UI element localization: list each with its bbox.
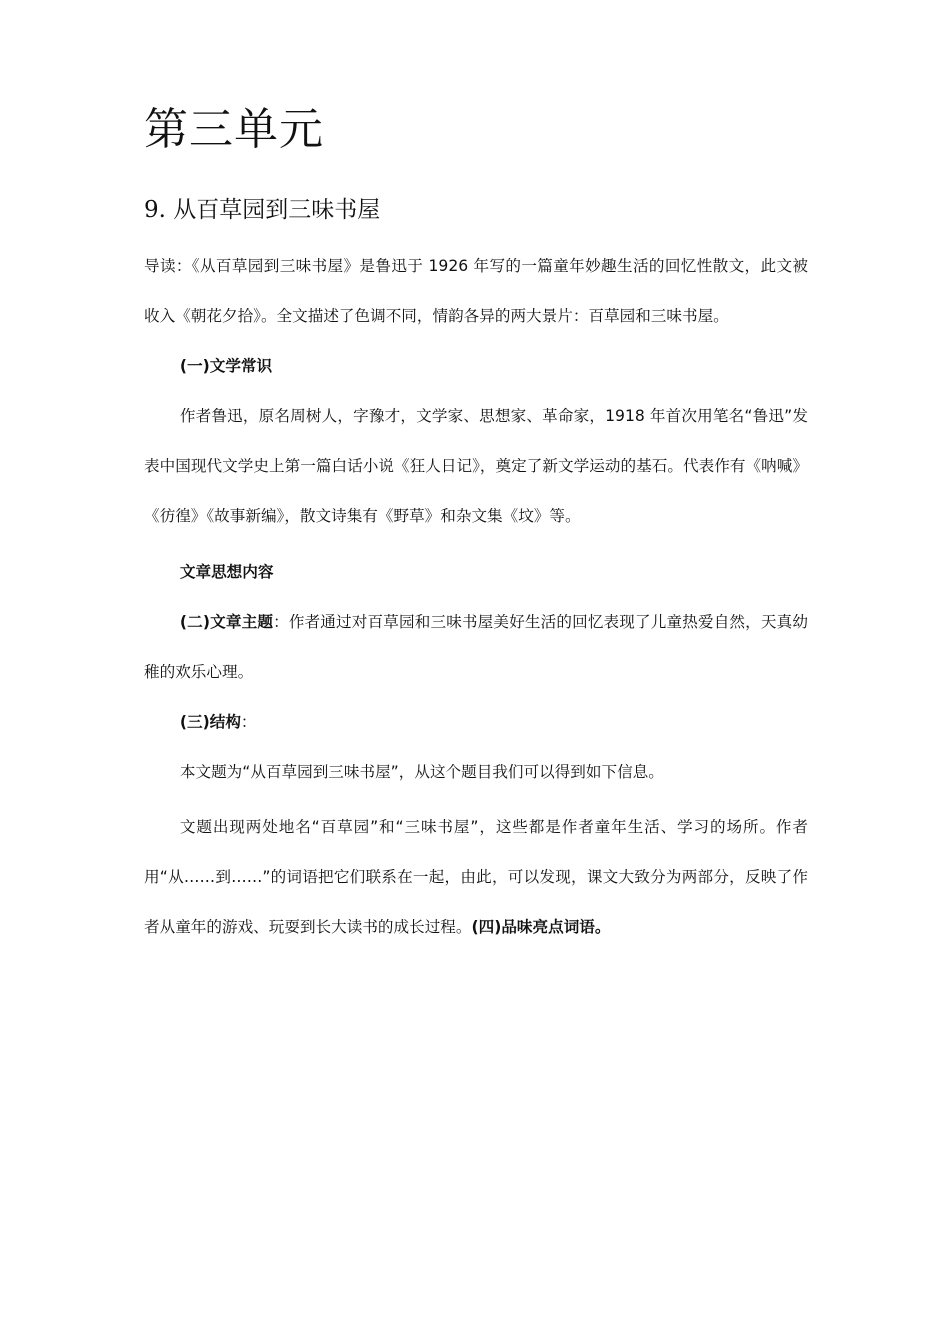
section2-text: ：作者通过对百草园和三味书屋美好生活的回忆表现了儿童热爱自然，天真幼稚的欢乐心理。 [144, 613, 808, 681]
section3-heading: (三)结构 [179, 713, 241, 731]
section2-paragraph [144, 597, 808, 697]
intro-paragraph: 导读：《从百草园到三味书屋》是鲁迅于 1926 年写的一篇童年妙趣生活的回忆性散文，此文被收入《朝花夕拾》。全文描述了色调不同，情韵各异的两大景片：百草园和三味书屋。 [144, 257, 808, 325]
lesson-title: 9. 从百草园到三味书屋 [144, 197, 381, 223]
section3-colon: ： [240, 713, 257, 731]
thought-heading: 文章思想内容 [179, 563, 274, 581]
section3-paragraph-1: 本文题为“从百草园到三味书屋”，从这个题目我们可以得到如下信息。 [179, 763, 664, 781]
section3-text-2: 文题出现两处地名“百草园”和“三味书屋”，这些都是作者童年生活、学习的场所。作者用“从……到……”的词语把它们联系在一起，由此，可以发现，课文大致分为两部分，反映了作者从童年的游戏、玩耍到长大读书的成长过程。 [144, 818, 808, 936]
section3-heading-line [144, 697, 808, 747]
section4-heading: (四)品味亮点词语。 [471, 918, 611, 936]
section2-heading: (二)文章主题 [179, 613, 274, 631]
section1-heading: (一)文学常识 [179, 357, 273, 375]
section1-paragraph: 作者鲁迅，原名周树人，字豫才，文学家、思想家、革命家，1918 年首次用笔名“鲁迅”发表中国现代文学史上第一篇白话小说《狂人日记》，奠定了新文学运动的基石。代表作有《呐喊》《彷徨》《故事新编》，散文诗集有《野草》和杂文集《坟》等。 [144, 407, 808, 525]
unit-title: 第三单元 [144, 104, 324, 155]
document-body [144, 241, 808, 952]
section3-paragraph-2 [144, 802, 808, 952]
